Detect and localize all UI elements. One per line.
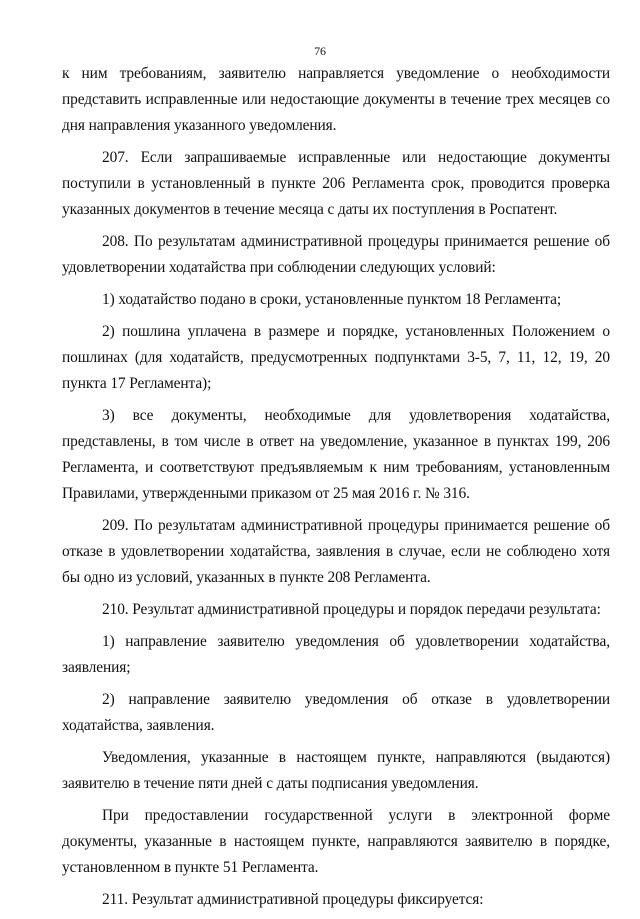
paragraph-209: 209. По результатам административной процедуры принимается решение об отказе в удовлетворении ходатайства, заявления в случае, если не соблюдено хотя бы одно из условий, указанных в пункте 208 Регламента. [62, 517, 610, 586]
paragraph-211: 211. Результат административной процедуры фиксируется: [102, 891, 484, 908]
paragraph-electronic-form: При предоставлении государственной услуги в электронной форме документы, указанные в настоящем пункте, направляются заявителю в порядке, установленном в пункте 51 Регламента. [62, 807, 610, 876]
paragraph-210-item-2: 2) направление заявителю уведомления об отказе в удовлетворении ходатайства, заявления. [62, 691, 610, 734]
paragraph-notifications: Уведомления, указанные в настоящем пункте, направляются (выдаются) заявителю в течение пяти дней с даты подписания уведомления. [62, 749, 610, 792]
paragraph-208: 208. По результатам административной процедуры принимается решение об удовлетворении ходатайства при соблюдении следующих условий: [62, 233, 610, 276]
document-body [62, 61, 610, 919]
paragraph-210-item-1: 1) направление заявителю уведомления об удовлетворении ходатайства, заявления; [62, 633, 610, 676]
page-number: 76 [314, 44, 326, 58]
paragraph-210: 210. Результат административной процедуры и порядок передачи результата: [102, 601, 601, 618]
paragraph-208-item-2: 2) пошлина уплачена в размере и порядке, установленных Положением о пошлинах (для ходатайств, предусмотренных подпунктами 3-5, 7, 11, 12, 19, 20 пункта 17 Регламента); [62, 323, 610, 392]
paragraph-208-item-1: 1) ходатайство подано в сроки, установленные пунктом 18 Регламента; [102, 291, 562, 308]
paragraph-continuation: к ним требованиям, заявителю направляется уведомление о необходимости представить исправленные или недостающие документы в течение трех месяцев со дня направления указанного уведомления. [62, 65, 610, 134]
paragraph-208-item-3: 3) все документы, необходимые для удовлетворения ходатайства, представлены, в том числе в ответ на уведомление, указанное в пунктах 199, 206 Регламента, и соответствуют предъявляемым к ним требованиям, установленным Правилами, утвержденными приказом от 25 мая 2016 г. № 316. [62, 407, 610, 502]
paragraph-207: 207. Если запрашиваемые исправленные или недостающие документы поступили в установленный в пункте 206 Регламента срок, проводится проверка указанных документов в течение месяца с даты их поступления в Роспатент. [62, 149, 610, 218]
